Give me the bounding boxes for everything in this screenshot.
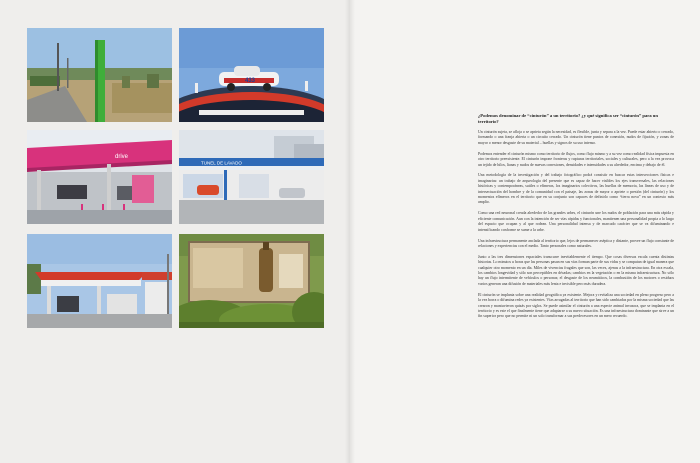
drive-sign: drive <box>115 154 129 160</box>
article-paragraph: Podemos entender el cinturón mismo como territorio de flujos, como flujo mismo y a su vez como realidad física impuesta en otro territorio preexistente. El cinturón impone fronteras y rupturas territoriales, sociales y culturales, pero a la vez provoca un tejido de hilos, lianas y nudos de nuevas conexiones, densidades e intensidades a su alrededor, encima y debajo de él. <box>478 151 674 167</box>
article-heading: ¿Podemos denominar de “cinturón” a un territorio? ¿y qué significa ser “cinturón” para un territorio? <box>478 113 658 124</box>
photo-magenta-gas-station <box>27 130 172 224</box>
car-wash-sign: TUNEL DE LAVADO <box>201 160 242 166</box>
article-paragraph: Junto a las tres dimensiones espaciales transcurre inevitablemente el tiempo. Que cosas diversas escala cuenta distintas historias. Lo minutos u horas que las personas pasan en sus vías forman parte de sus vidas y se computan de igual manera que cualquier otro momento en un día. Miles de vivencias frugales que son, las veces, ajenas a la infraestructura. En otra escala, los cambios longevidad y sólo son perceptibles en décadas; cambios en la vegetación o en la misma infraestructura. No sólo hay un flujo intermitente de vehículos o personas; el desgaste de los neumáticos, la combustión de los motores o residuos varios generan una difusión de materiales más lenta e invisible pero más duradera. <box>478 254 674 286</box>
book-gutter <box>345 0 355 463</box>
photo-red-roof-station <box>27 234 172 328</box>
photo-green-pylon-road <box>27 28 172 122</box>
article-paragraph: Un cinturón sujeta, se afloja o se aprieta según la necesidad, es flexible, junta y separa a la vez. Puede estar abierto o cerrado, formando o una franja abierta o un circuito cerrado. Un cinturón tiene puntos de conexión, nudos de fijación, y zonas de mayor o menor desgaste de su material – huellas y signos de su uso intenso. <box>478 130 674 145</box>
photo-car-wash-tunnel <box>179 130 324 224</box>
article-paragraph: Una metodología de la investigación y del trabajo fotográfico podrá consistir en buscar estas intersecciones físicas e imaginarias: un trabajo de arqueología del presente que es capaz de hacer visibles los ejes transversales, las relaciones históricas y contemporáneas, sutiles o efímeras, los imaginarios colectivos, las huellas de memoria, las líneas de uso y de intersectuación del hombre y de la comunidad con el paisaje, las zonas de mayor o apriete o presión (del cinturón) y los momentos efímeros en el territorio que en su conjunto son capaces de definirlo como “tierra nova” en un contexto más amplio. <box>478 173 674 205</box>
article-paragraph: Una infraestructura permanente anclada al territorio que, lejos de permanecer aséptica y distante, provee un flujo constante de relaciones y experiencias con el medio. Tanto personales como naturales. <box>478 238 674 248</box>
photo-billboard-bushes <box>179 234 324 328</box>
article-text <box>478 113 674 325</box>
article-paragraph: El cinturón se implanta sobre una realidad geográfica ya existente. Mejora y revitaliza una sociedad en pleno progreso pero a la vez borra o difumina redes ya existentes. Vías arrugadas al territorio que han sido cambiadas por la misma sociedad que las crearon y mantuvieron quizás por siglos. Se puede asimilar el cinturón a una especie animal invasora, que se implanta en el territorio y es este el que finalmente tiene que adaptarse a su nuevo situación. Es una infraestructura dominante que sirve a un fin superior pero que no permite ni un solo transformar a sus predecesores en un mero recuerdo. <box>478 292 674 319</box>
photo-racing-car-sign <box>179 28 324 122</box>
article-paragraph: Como una red neuronal creada alrededor de las grandes urbes, el cinturón une los nudos de población para una más rápida y eficiente comunicación. Aun con la intención de ser vías rápidas y funcionales, mantienen una personalidad propia a lo largo del espacio que ocupan y al que rodean. Una personalidad intensa y de marcado carácter que se va difuminando e intensificando conforme se sume a la urbe. <box>478 211 674 232</box>
car-number: 433 <box>245 78 256 84</box>
